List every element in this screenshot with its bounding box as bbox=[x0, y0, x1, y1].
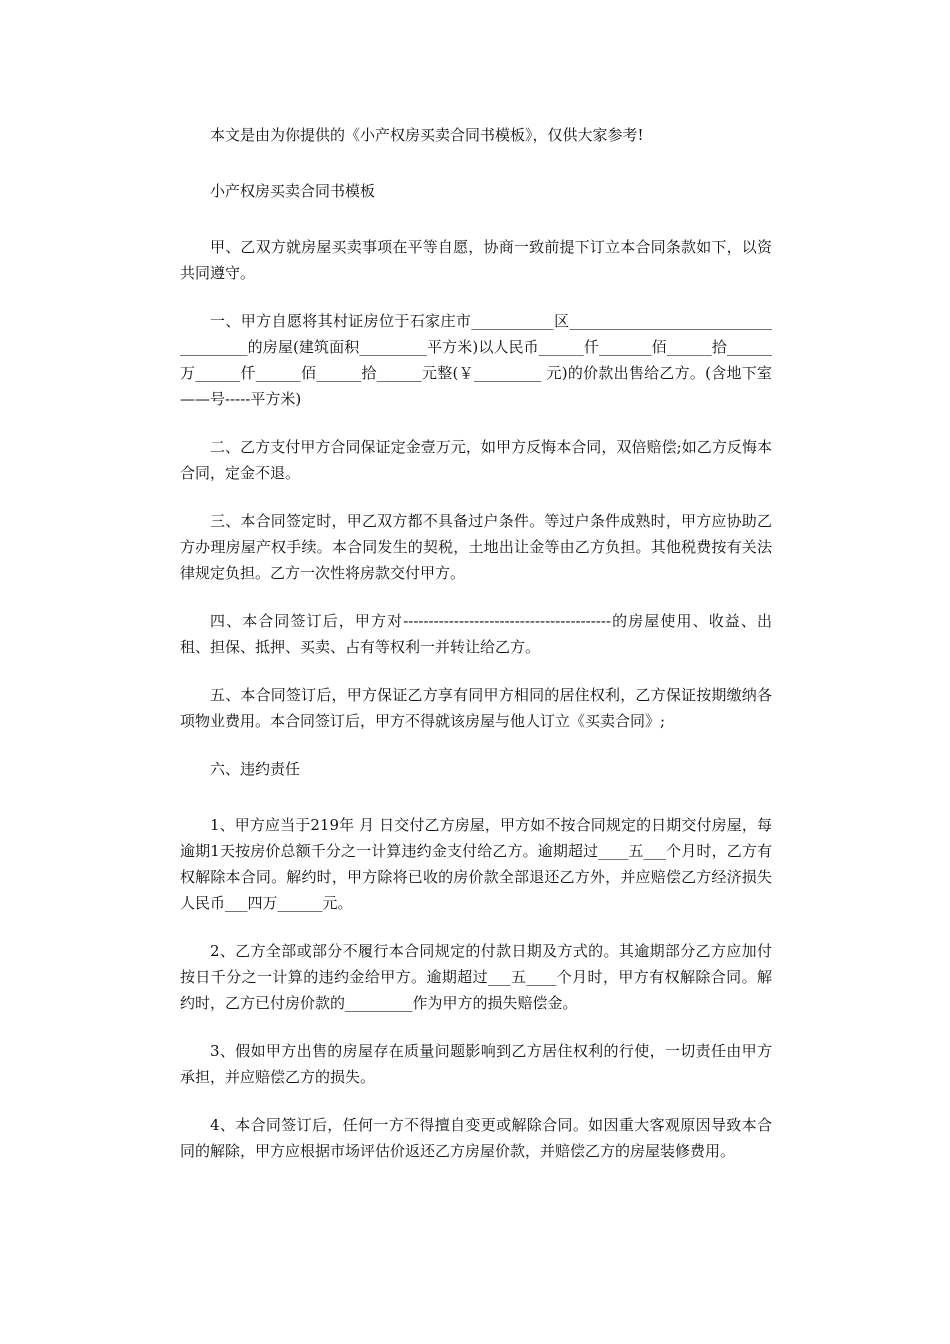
clause-3: 三、本合同签定时，甲乙双方都不具备过户条件。等过户条件成熟时，甲方应协助乙方办理房屋产权手续。本合同发生的契税，土地出让金等由乙方负担。其他税费按有关法律规定负担。乙方一次性将房款交付甲方。 bbox=[180, 512, 772, 582]
document-body bbox=[180, 122, 772, 1186]
clause-4: 四、本合同签订后，甲方对-----------------------------------------的房屋使用、收益、出租、担保、抵押、买卖、占有等权利一并转让给乙方。 bbox=[180, 612, 772, 656]
clause-1: 一、甲方自愿将其村证房位于石家庄市___________区____________________________________的房屋(建筑面积_________平方米)以人民币______仟_______佰______拾______万______仟______佰______拾______元整(￥_________ 元)的价款出售给乙方。(含地下室——号-----平方米) bbox=[180, 312, 772, 408]
preamble-paragraph: 甲、乙双方就房屋买卖事项在平等自愿，协商一致前提下订立本合同条款如下，以资共同遵守。 bbox=[180, 238, 772, 282]
liability-item-4: 4、本合同签订后，任何一方不得擅自变更或解除合同。如因重大客观原因导致本合同的解除，甲方应根据市场评估价返还乙方房屋价款，并赔偿乙方的房屋装修费用。 bbox=[180, 1116, 772, 1160]
clause-5: 五、本合同签订后，甲方保证乙方享有同甲方相同的居住权利，乙方保证按期缴纳各项物业费用。本合同签订后，甲方不得就该房屋与他人订立《买卖合同》; bbox=[180, 686, 772, 730]
liability-item-3: 3、假如甲方出售的房屋存在质量问题影响到乙方居住权利的行使，一切责任由甲方承担，并应赔偿乙方的损失。 bbox=[180, 1042, 772, 1086]
clause-6-heading: 六、违约责任 bbox=[210, 760, 301, 778]
document-title: 小产权房买卖合同书模板 bbox=[210, 182, 376, 200]
clause-2: 二、乙方支付甲方合同保证定金壹万元，如甲方反悔本合同，双倍赔偿;如乙方反悔本合同，定金不退。 bbox=[180, 438, 772, 482]
liability-item-1: 1、甲方应当于219年 月 日交付乙方房屋，甲方如不按合同规定的日期交付房屋，每逾期1天按房价总额千分之一计算违约金支付给乙方。逾期超过____五___个月时，乙方有权解除本合同。解约时，甲方除将已收的房价款全部退还乙方外，并应赔偿乙方经济损失人民币___四万______元。 bbox=[180, 816, 772, 912]
liability-item-2: 2、乙方全部或部分不履行本合同规定的付款日期及方式的。其逾期部分乙方应加付按日千分之一计算的违约金给甲方。逾期超过___五____个月时，甲方有权解除合同。解约时，乙方已付房价款的_________作为甲方的损失赔偿金。 bbox=[180, 942, 772, 1012]
intro-note: 本文是由为你提供的《小产权房买卖合同书模板》，仅供大家参考! bbox=[210, 126, 644, 144]
